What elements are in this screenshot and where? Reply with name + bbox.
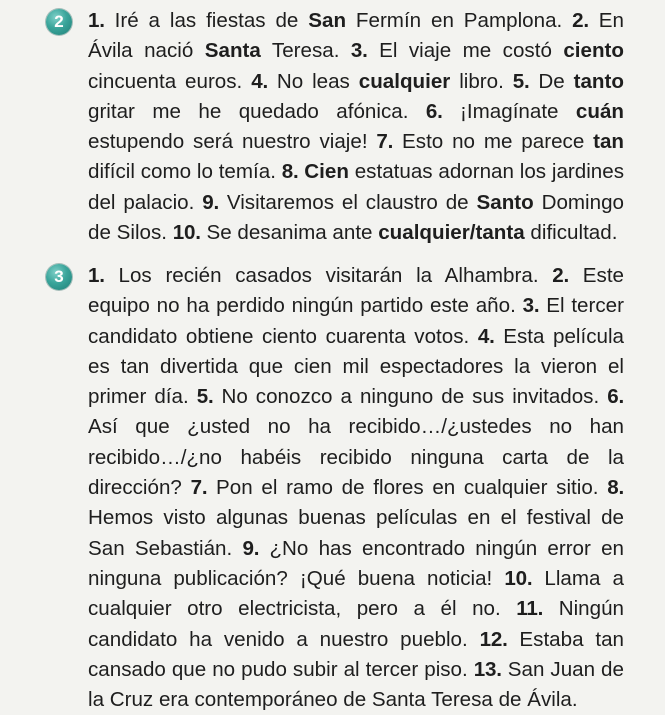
answer-keyword: San <box>308 9 347 32</box>
answer-item <box>88 9 572 32</box>
answer-text: gritar me he quedado afónica. <box>88 99 426 123</box>
answer-text: libro. <box>450 69 513 93</box>
answer-number: 8. <box>281 160 299 184</box>
exercise-3-badge: 3 <box>46 264 72 290</box>
answer-text: En Ávila nació <box>88 9 624 63</box>
answer-number: 4. <box>251 69 268 93</box>
answer-text: San Juan de la Cruz era contemporáneo de Santa Teresa de Ávila. <box>88 657 624 712</box>
answer-item <box>251 70 513 93</box>
answer-number: 5. <box>512 69 530 93</box>
answer-item <box>88 264 552 287</box>
answer-text: Visitaremos el claustro de <box>226 190 477 214</box>
answer-number: 6. <box>607 385 624 409</box>
exercise-3-answers <box>88 261 624 715</box>
answer-text: Esto no me parece <box>402 130 594 154</box>
answer-number: 7. <box>376 130 394 154</box>
answer-number: 2. <box>552 264 570 287</box>
answer-text: Se desanima ante <box>206 221 379 245</box>
answer-text: El viaje me costó <box>379 39 564 63</box>
answer-item <box>173 221 618 244</box>
answer-number: 11. <box>516 597 544 621</box>
answer-keyword: Cien <box>304 160 349 184</box>
answer-text: Los recién casados visitarán la Alhambra. <box>118 264 553 287</box>
answer-text: El tercer candidato obtiene ciento cuarenta votos. <box>88 294 624 348</box>
answer-number: 4. <box>477 324 495 348</box>
answer-item <box>191 476 608 499</box>
answer-number: 5. <box>196 385 214 409</box>
answer-number: 13. <box>473 657 502 681</box>
answer-keyword: Santa <box>204 39 261 63</box>
answer-keyword: tanto <box>573 69 624 93</box>
answer-number: 3. <box>350 39 368 63</box>
exercise-2-badge: 2 <box>46 9 72 35</box>
answer-text: De <box>538 69 574 93</box>
answer-number: 10. <box>504 566 533 590</box>
answer-number: 9. <box>242 536 260 560</box>
answer-text: dificultad. <box>524 221 618 245</box>
answer-text: cincuenta euros. <box>88 69 252 93</box>
answer-text: Pon el ramo de flores en cualquier sitio. <box>216 476 608 500</box>
answer-text: Ningún candidato ha venido a nuestro pueblo. <box>88 597 624 651</box>
answer-text: Este equipo no ha perdido ningún partido este año. <box>88 264 624 318</box>
answer-text: No conozco a ninguno de sus invitados. <box>221 385 608 409</box>
answer-number: 1. <box>88 9 105 32</box>
answer-number: 2. <box>572 9 589 32</box>
answer-text: Iré a las fiestas de <box>114 9 309 32</box>
answer-text: estatuas adornan los jardines del palacio. <box>88 160 624 214</box>
answer-text: Hemos visto algunas buenas películas en el festival de San Sebastián. <box>88 506 624 560</box>
answer-keyword: ciento <box>563 39 624 63</box>
answer-text: Llama a cualquier otro electricista, pero a él no. <box>88 566 624 621</box>
answer-text: Esta película es tan divertida que cien mil espectadores la vieron el primer día. <box>88 324 624 409</box>
answer-number: 7. <box>190 476 208 500</box>
answer-number: 1. <box>88 264 105 287</box>
answer-number: 3. <box>522 294 540 318</box>
answer-text: No leas <box>276 69 359 93</box>
answer-number: 9. <box>202 190 219 214</box>
answer-number: 6. <box>425 99 443 123</box>
answer-text: estupendo será nuestro viaje! <box>88 130 377 154</box>
answer-item <box>197 385 608 408</box>
answer-number: 10. <box>172 221 201 245</box>
answer-keyword: Santo <box>476 190 534 214</box>
answer-text: Así que ¿usted no ha recibido…/¿ustedes no han recibido…/¿no habéis recibido ninguna carta de la dirección? <box>88 415 624 500</box>
answer-text: Estaba tan cansado que no pudo subir al tercer piso. <box>88 627 624 681</box>
answer-text: Fermín en Pamplona. <box>346 9 573 32</box>
answer-number: 8. <box>607 476 624 500</box>
answer-text: Teresa. <box>260 39 351 63</box>
answer-text: Domingo de Silos. <box>88 190 624 245</box>
answer-keyword: cualquier <box>358 69 451 93</box>
answer-text: ¡Imagínate <box>460 99 576 123</box>
answer-keyword: tan <box>593 130 625 154</box>
answer-text: difícil como lo temía. <box>88 160 282 184</box>
answer-number: 12. <box>479 627 508 651</box>
exercise-2-answers <box>88 6 624 248</box>
answer-keyword: cuán <box>575 99 624 123</box>
answer-keyword: cualquier/tanta <box>378 221 525 245</box>
answer-text: ¿No has encontrado ningún error en ninguna publicación? ¡Qué buena noticia! <box>88 536 624 590</box>
